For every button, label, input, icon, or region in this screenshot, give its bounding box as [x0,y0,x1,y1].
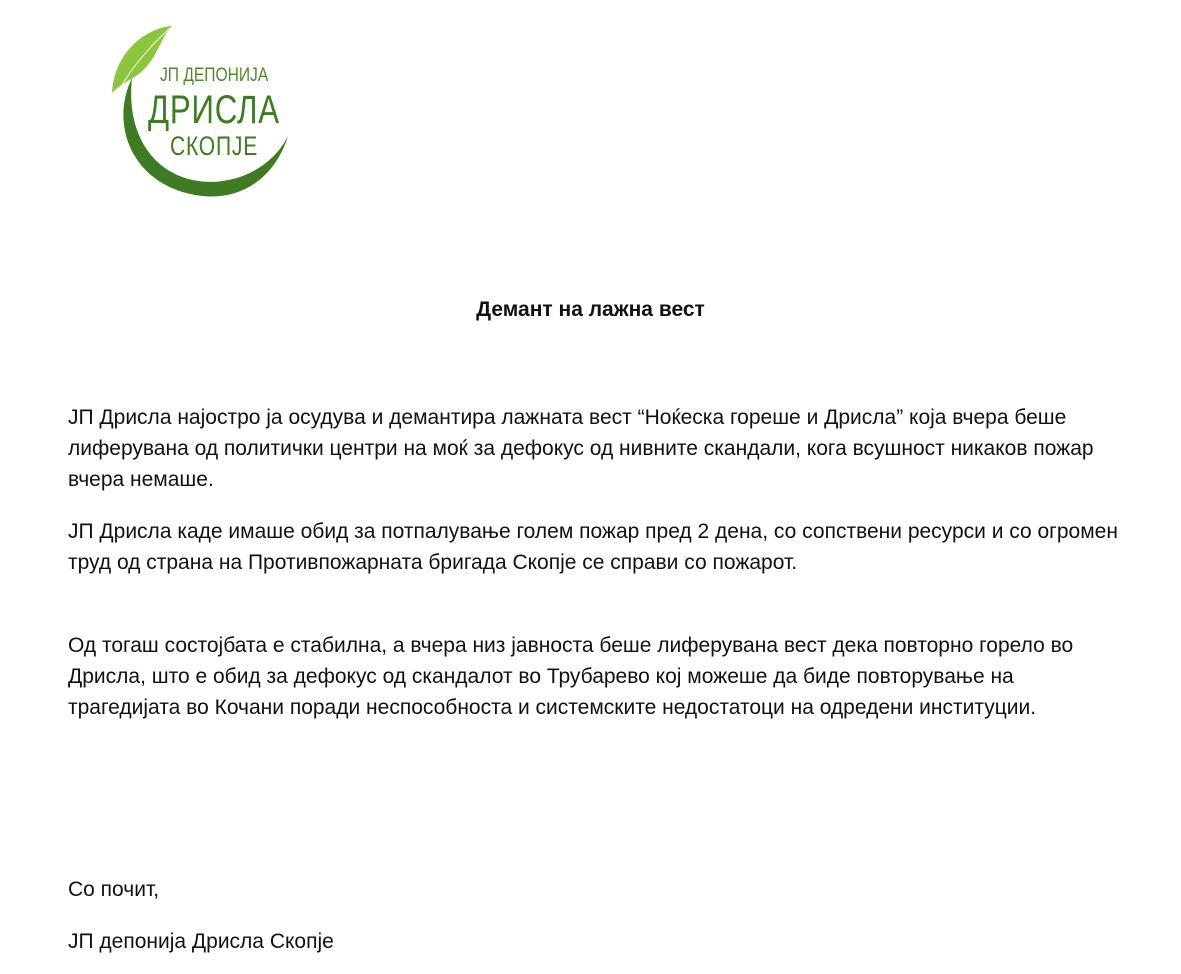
signature: ЈП депонија Дрисла Скопје [68,930,334,953]
paragraph-1: ЈП Дрисла најостро ја осудува и демантира лажната вест “Ноќеска гореше и Дрисла” која вчера беше лиферувана од политички центри на моќ за дефокус од нивните скандали, кога всушност никаков пожар вчера немаше. [68,406,1094,491]
logo-line-2: ДРИСЛА [148,88,280,132]
logo-line-3: СКОПЈЕ [170,131,259,161]
closing-salutation: Со почит, [68,878,160,901]
logo-line-1: ЈП ДЕПОНИЈА [160,65,269,86]
company-logo [100,18,300,203]
paragraph-3: Од тогаш состојбата е стабилна, а вчера низ јавноста беше лиферувана вест дека повторно горело во Дрисла, што е обид за дефокус од скандалот во Трубарево кој можеше да биде повторување на трагедијата во Кочани поради неспособноста и системските недостатоци на одредени институции. [68,634,1074,719]
document-title: Демант на лажна вест [476,298,705,321]
paragraph-2: ЈП Дрисла каде имаше обид за потпалување голем пожар пред 2 дена, со сопствени ресурси и со огромен труд од страна на Противпожарната бригада Скопје се справи со пожарот. [68,520,1118,574]
